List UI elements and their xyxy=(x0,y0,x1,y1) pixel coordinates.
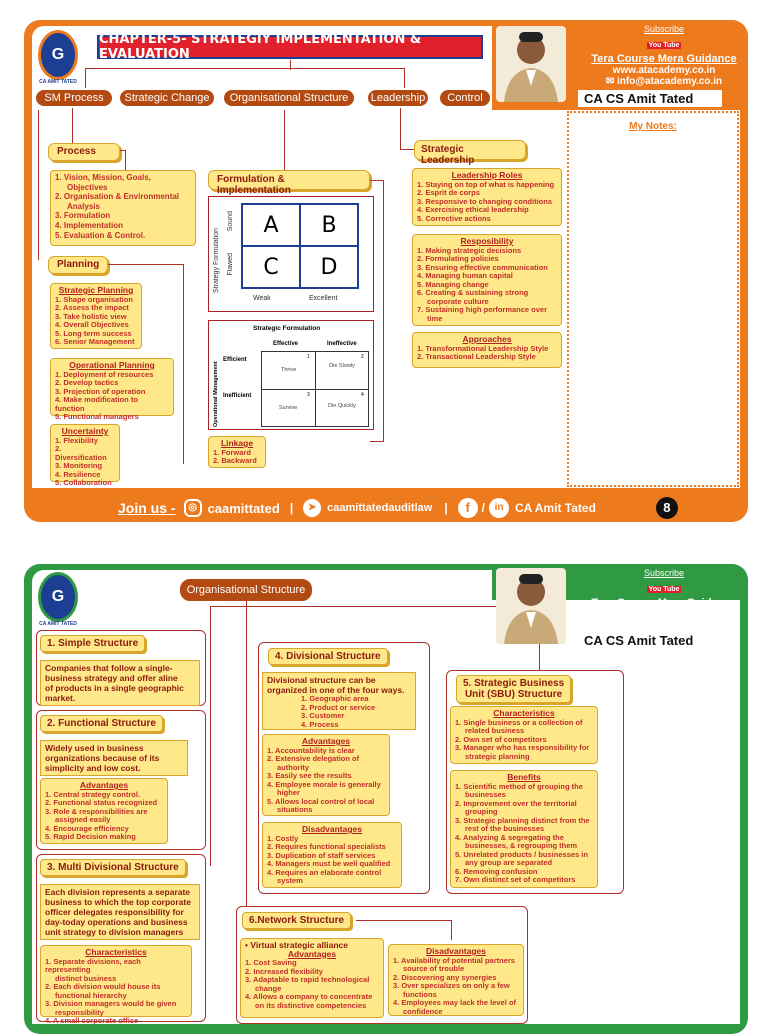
weak-label: Weak xyxy=(253,295,271,302)
functional-structure-desc: Widely used in business organizations because of its simplicity and low cost. xyxy=(40,740,188,776)
instagram-icon[interactable]: ◎ xyxy=(184,499,202,517)
nav-leadership[interactable]: Leadership xyxy=(366,88,430,108)
contact-block xyxy=(582,24,746,87)
academy-logo: G CA AMIT TATED xyxy=(38,30,78,80)
nav-sm-process[interactable]: SM Process xyxy=(34,88,114,108)
website-text[interactable]: www.atacademy.co.in xyxy=(612,65,716,76)
multi-characteristics-list: Characteristics 1. Separate divisions, each representing distinct business 2. Each division would house its functional hierarchy 3. Division managers would be given responsibility 4. A small corporate office xyxy=(40,945,192,1017)
cell-3-num: 3 xyxy=(307,392,310,398)
functional-structure-title: 2. Functional Structure xyxy=(40,715,163,732)
page-1-footer xyxy=(24,494,748,522)
simple-structure-desc: Companies that follow a single- business strategy and offer aline of products in a single geographic market. xyxy=(40,660,200,706)
network-disadvantages-list: Disadvantages 1. Availability of potential partners source of trouble 2. Discovering any synergies 3. Over specializes on only a few functions 4. Employees may lack the level of confidence xyxy=(388,944,524,1016)
efficient-label: Efficient xyxy=(223,357,247,363)
cell-a: A xyxy=(243,205,299,245)
inefficient-label: Inefficient xyxy=(223,393,252,399)
nav-connector-stem xyxy=(290,60,291,70)
operational-planning-list: Operational Planning 1. Deployment of resources 2. Develop tactics 3. Projection of operation 4. Make modification to function 5. Functional managers xyxy=(50,358,174,416)
chapter-title: CHAPTER-5- STRATEGIY IMPLEMENTATION & EVALUATION xyxy=(97,35,483,59)
cell-2-num: 2 xyxy=(361,354,364,360)
course-link[interactable]: Tera Course Mera Guidance xyxy=(591,53,737,65)
formulation-stem xyxy=(284,110,285,170)
multi-divisional-title: 3. Multi Divisional Structure xyxy=(40,859,186,876)
sbu-characteristics-list: Characteristics 1. Single business or a collection of related business 2. Own set of competitors 3. Manager who has responsibility for strategic planning xyxy=(450,706,598,764)
cell-1-text: Thrive xyxy=(281,367,297,373)
divisional-advantages-list: Advantages 1. Accountability is clear 2. Extensive delegation of authority 3. Easily see the results 4. Employee morale is generally higher 5. Allows local control of local situations xyxy=(262,734,390,816)
academy-logo-2: G CA AMIT TATED xyxy=(38,572,78,622)
cell-b: B xyxy=(301,205,357,245)
flawed-label: Flawed xyxy=(227,253,234,276)
divisional-structure-desc: Divisional structure can be organized in one of the four ways. 1. Geographic area 2. Product or service 3. Customer 4. Process xyxy=(262,672,416,730)
youtube-icon[interactable]: You Tube xyxy=(648,42,680,49)
org-structure-title: Organisational Structure xyxy=(180,579,312,601)
sbu-structure-title: 5. Strategic Business Unit (SBU) Structure xyxy=(456,675,571,703)
process-link xyxy=(120,150,126,170)
subscribe-link-2[interactable]: Subscribe xyxy=(643,568,685,578)
notes-area[interactable] xyxy=(567,111,739,487)
instagram-handle[interactable]: caamittated xyxy=(207,500,280,516)
page-number: 8 xyxy=(656,497,678,519)
matrix2-y-label: Operational Management xyxy=(213,361,219,427)
cell-2-text: Die Slowly xyxy=(329,363,355,369)
excellent-label: Excellent xyxy=(309,295,338,302)
strategic-planning-list: Strategic Planning 1. Shape organisation 2. Assess the impact 3. Take holistic view 4. Overall Objectives 5. Long term success 6. Senior Management xyxy=(50,283,142,349)
social-name[interactable]: CA Amit Tated xyxy=(515,501,596,515)
nav-organisational-structure[interactable]: Organisational Structure xyxy=(222,88,356,108)
footer-divider: | xyxy=(289,501,294,515)
formulation-matrix xyxy=(208,196,374,312)
cell-c: C xyxy=(243,247,299,287)
mail-icon: ✉ xyxy=(605,76,617,87)
leadership-roles-list: Leadership Roles 1. Staying on top of what is happening 2. Esprit de corps 3. Responsive to changing conditions 4. Exercising ethical leadership 5. Corrective actions xyxy=(412,168,562,226)
nav-connector xyxy=(85,68,405,88)
strategy-matrix xyxy=(208,320,374,430)
cell-d: D xyxy=(301,247,357,287)
cell-3-text: Survive xyxy=(279,405,298,411)
process-heading: Process xyxy=(48,143,120,161)
linkedin-icon[interactable]: in xyxy=(489,498,509,518)
divisional-structure-title: 4. Divisional Structure xyxy=(268,648,388,665)
course-link-2[interactable]: Tera Course Mera Guidance xyxy=(591,597,737,609)
presenter-name-2: CA CS Amit Tated xyxy=(578,632,722,649)
telegram-handle[interactable]: caamittatedauditlaw xyxy=(327,502,433,514)
subscribe-link[interactable]: Subscribe xyxy=(643,24,685,34)
person-icon-2 xyxy=(496,568,566,644)
sound-label: Sound xyxy=(227,211,234,232)
planning-heading: Planning xyxy=(48,256,108,274)
social-separator: / xyxy=(481,501,486,515)
matrix2-title: Strategic Formulation xyxy=(253,325,321,332)
website-text-2[interactable]: www.atacademy.co.in xyxy=(612,609,716,620)
process-stem xyxy=(72,108,73,146)
strategic-leadership-heading: Strategic Leadership xyxy=(414,140,526,160)
effective-label: Effective xyxy=(273,341,299,347)
facebook-icon[interactable]: f xyxy=(458,498,478,518)
approaches-list: Approaches 1. Transformational Leadership Style 2. Transactional Leadership Style xyxy=(412,332,562,368)
leadership-connector xyxy=(400,108,414,150)
notes-label: My Notes: xyxy=(629,121,677,132)
process-list: 1. Vision, Mission, Goals, Objectives 2. Organisation & Environmental Analysis 3. Formulation 4. Implementation 5. Evaluation & Control. xyxy=(50,170,196,246)
cell-1-num: 1 xyxy=(307,354,310,360)
youtube-icon-2[interactable]: You Tube xyxy=(648,586,680,593)
sbu-benefits-list: Benefits 1. Scientific method of grouping the businesses 2. Improvement over the territorial grouping 3. Strategic planning distinct from the rest of the businesses 4. Analyzing & segregating the businesses, & regrouping them 5. Unrelated products / businesses in any group are separated 6. Removing confusion 7. Own distinct set of competitors xyxy=(450,770,598,888)
join-us-label: Join us - xyxy=(118,500,176,516)
matrix2-hline xyxy=(261,389,369,390)
uncertainty-list: Uncertainty 1. Flexibility 2. Diversification 3. Monitoring 4. Resilience 5. Collaboration xyxy=(50,424,120,482)
network-advantages-list: • Virtual strategic alliance Advantages 1. Cost Saving 2. Increased flexibility 3. Adaptable to rapid technological change 4. Allows a company to concentrate on its distinctive competencies xyxy=(240,938,384,1018)
cell-4-text: Die Quickly xyxy=(328,403,356,409)
telegram-icon[interactable]: ➤ xyxy=(303,499,321,517)
divisional-disadvantages-list: Disadvantages 1. Costly 2. Requires functional specialists 3. Duplication of staff services 4. Managers must be well qualified 4. Requires an elaborate control system xyxy=(262,822,402,888)
network-connector xyxy=(356,920,452,940)
functional-advantages-list: Advantages 1. Central strategy control. 2. Functional status recognized 3. Role & responsibilities are assigned easily 4. Encourage efficiency 5. Rapid Decision making xyxy=(40,778,168,844)
nav-strategic-change[interactable]: Strategic Change xyxy=(118,88,216,108)
multi-divisional-desc: Each division represents a separate business to which the top corporate officer delegates responsibility for day-today operations and business unit strategy to division managers xyxy=(40,884,200,940)
org-left-connector xyxy=(210,606,211,866)
mail-icon-2: ✉ xyxy=(605,620,617,631)
matrix-y-label: Strategy Formulation xyxy=(213,228,220,293)
presenter-photo xyxy=(496,26,566,102)
presenter-photo-2 xyxy=(496,568,566,644)
formulation-heading: Formulation & Implementation xyxy=(208,170,370,190)
footer-divider-2: | xyxy=(444,501,448,515)
linkage-list: Linkage 1. Forward 2. Backward xyxy=(208,436,266,468)
contact-block-2 xyxy=(582,568,746,631)
responsibility-list: Resposibility 1. Making strategic decisions 2. Formulating policies 3. Ensuring effective communication 4. Managing human capital 5. Managing change 6. Creating & sustaining strong corporate culture 7. Sustaining high performance over time xyxy=(412,234,562,326)
presenter-name: CA CS Amit Tated xyxy=(578,90,722,107)
ineffective-label: Ineffective xyxy=(327,341,357,347)
email-text[interactable]: ✉ info@atacademy.co.in xyxy=(605,76,723,87)
simple-structure-title: 1. Simple Structure xyxy=(40,635,145,652)
cell-4-num: 4 xyxy=(361,392,364,398)
email-text-2[interactable]: ✉ info@atacademy.co.in xyxy=(605,620,723,631)
person-icon xyxy=(496,26,566,102)
nav-control[interactable]: Control xyxy=(438,88,492,108)
network-structure-title: 6.Network Structure xyxy=(242,912,351,929)
